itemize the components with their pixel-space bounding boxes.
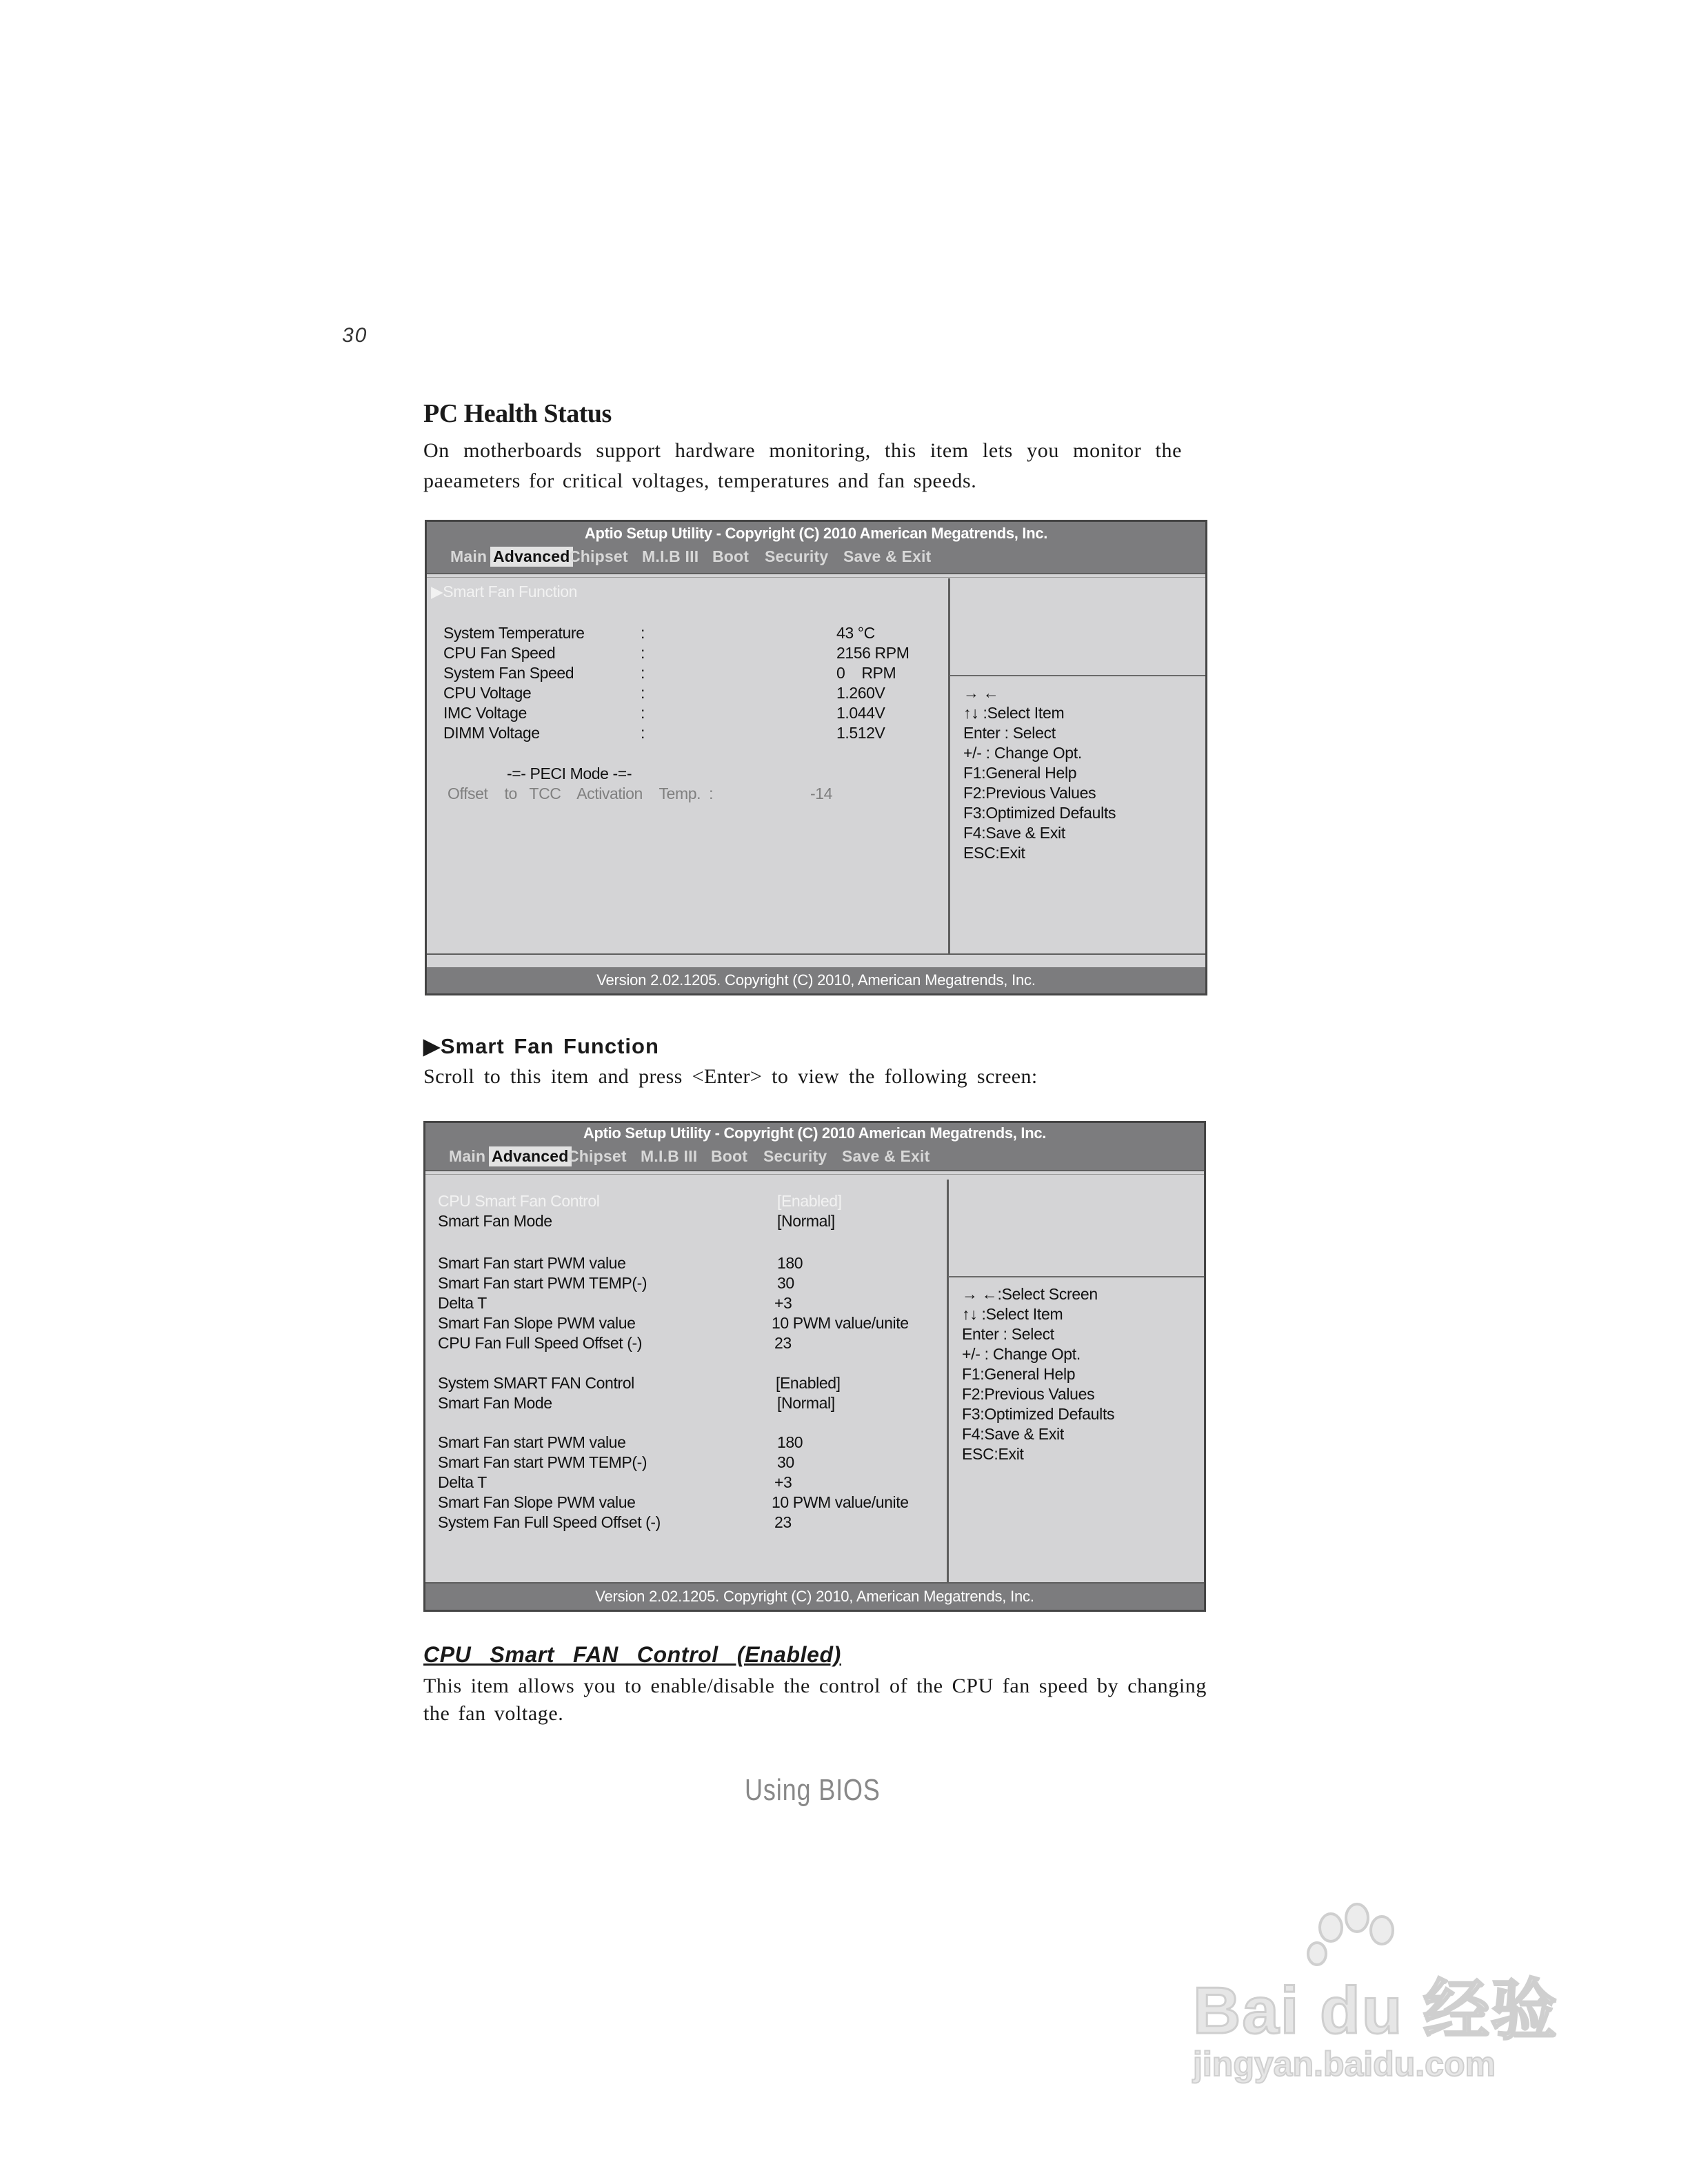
tab-advanced[interactable]: Advanced [490,547,573,567]
row-sep: : [641,664,645,682]
help-line: → ← [963,684,999,702]
cpu-text-line-2: the fan voltage. [423,1702,564,1725]
cpu-text-line-1: This item allows you to enable/disable the control of the CPU fan speed by changing [423,1675,1207,1697]
row-label: System Temperature [443,624,585,642]
bios-header [425,1123,1204,1170]
triangle-icon: ▶ [423,1034,441,1058]
setting-label[interactable]: Smart Fan Mode [438,1394,552,1412]
setting-value[interactable]: 10 PWM value/unite [772,1314,909,1332]
panel-divider [948,578,950,953]
setting-value[interactable]: 180 [777,1254,803,1272]
cpu-smart-fan-control[interactable]: CPU Smart Fan Control [438,1192,600,1210]
help-line: F2:Previous Values [962,1385,1095,1403]
setting-value[interactable]: 23 [774,1334,792,1352]
setting-label[interactable]: System SMART FAN Control [438,1374,634,1392]
header-rule-inner [425,1174,1204,1175]
row-value: 43 °C [836,624,875,642]
header-rule [425,1170,1204,1171]
peci-offset-value[interactable]: -14 [810,785,833,802]
tab-mib[interactable]: M.I.B III [642,547,699,565]
help-line: ESC:Exit [963,844,1025,862]
row-sep: : [641,624,645,642]
setting-label[interactable]: Delta T [438,1473,487,1491]
bios-footer: Version 2.02.1205. Copyright (C) 2010, American Megatrends, Inc. [425,1584,1204,1610]
cpu-smart-fan-paragraph [423,1672,1207,1728]
intro-paragraph [423,436,1182,496]
smart-fan-heading-text: Smart Fan Function [440,1034,659,1058]
setting-label[interactable]: Smart Fan start PWM TEMP(-) [438,1274,647,1292]
help-line: F1:General Help [962,1365,1076,1383]
bios-screen-smart-fan [423,1121,1206,1612]
help-line: ↑↓ :Select Item [963,704,1065,722]
help-line: F4:Save & Exit [963,824,1065,842]
page-footer: Using BIOS [745,1773,881,1807]
row-label: DIMM Voltage [443,724,540,742]
setting-label[interactable]: Delta T [438,1294,487,1312]
row-sep: : [641,724,645,742]
bios-title: Aptio Setup Utility - Copyright (C) 2010 American Megatrends, Inc. [583,1124,1047,1142]
setting-label[interactable]: Smart Fan start PWM TEMP(-) [438,1453,647,1471]
setting-label[interactable]: CPU Fan Full Speed Offset (-) [438,1334,643,1352]
tab-advanced[interactable]: Advanced [489,1146,572,1166]
page-number: 30 [342,324,368,347]
setting-value[interactable]: +3 [774,1473,792,1491]
row-label: CPU Voltage [443,684,532,702]
row-value: 2156 RPM [836,644,910,662]
setting-value[interactable]: 30 [777,1274,794,1292]
tab-security[interactable]: Security [765,547,829,565]
help-line: F3:Optimized Defaults [963,804,1116,822]
setting-value[interactable]: [Enabled] [776,1374,841,1392]
intro-line-1: On motherboards support hardware monitoring, this item lets you monitor the [423,439,1182,462]
bios-title: Aptio Setup Utility - Copyright (C) 2010 American Megatrends, Inc. [584,525,1048,542]
row-label: System Fan Speed [443,664,574,682]
setting-label[interactable]: Smart Fan Slope PWM value [438,1493,636,1511]
setting-label[interactable]: Smart Fan Mode [438,1212,552,1230]
peci-offset-label[interactable]: Offset to TCC Activation Temp. : [448,785,714,802]
setting-label[interactable]: Smart Fan start PWM value [438,1254,626,1272]
row-label: IMC Voltage [443,704,527,722]
intro-line-2: paeameters for critical voltages, temperatures and fan speeds. [423,469,977,492]
smart-fan-heading [423,1034,659,1059]
tab-save-exit[interactable]: Save & Exit [842,1147,930,1165]
bios-footer: Version 2.02.1205. Copyright (C) 2010, American Megatrends, Inc. [427,967,1205,993]
peci-header: -=- PECI Mode -=- [507,765,632,782]
setting-label[interactable]: Smart Fan start PWM value [438,1433,626,1451]
help-line: F1:General Help [963,764,1077,782]
tab-boot[interactable]: Boot [712,547,750,565]
submenu-smart-fan[interactable]: ▶Smart Fan Function [431,583,578,600]
row-value: 0 RPM [836,664,896,682]
tab-chipset[interactable]: Chipset [567,1147,627,1165]
setting-value[interactable]: 23 [774,1513,792,1531]
help-divider [950,675,1205,676]
help-line: ↑↓ :Select Item [962,1305,1063,1323]
help-line: Enter : Select [962,1325,1054,1343]
section-heading: PC Health Status [423,399,612,428]
smart-fan-text: Scroll to this item and press <Enter> to view the following screen: [423,1065,1038,1088]
help-divider [948,1276,1204,1277]
row-value: 1.260V [836,684,885,702]
help-line: → ←:Select Screen [962,1285,1098,1303]
row-sep: : [641,644,645,662]
tab-mib[interactable]: M.I.B III [641,1147,698,1165]
help-panel [963,683,1116,863]
setting-value[interactable]: 10 PWM value/unite [772,1493,909,1511]
header-rule-inner [427,577,1205,578]
help-line: F3:Optimized Defaults [962,1405,1115,1423]
help-panel [962,1284,1114,1464]
row-label: CPU Fan Speed [443,644,556,662]
tab-main[interactable]: Main [450,547,488,565]
tab-save-exit[interactable]: Save & Exit [843,547,932,565]
help-line: Enter : Select [963,724,1056,742]
watermark-brand: Bai du 经验 [1193,1974,1559,2048]
setting-label[interactable]: System Fan Full Speed Offset (-) [438,1513,661,1531]
tab-main[interactable]: Main [449,1147,486,1165]
tab-boot[interactable]: Boot [711,1147,748,1165]
help-line: +/- : Change Opt. [962,1345,1081,1363]
cpu-smart-fan-heading: CPU Smart FAN Control (Enabled) [423,1642,841,1667]
help-line: +/- : Change Opt. [963,744,1082,762]
setting-value[interactable]: [Normal] [777,1394,835,1412]
setting-value[interactable]: 30 [777,1453,794,1471]
row-value: 1.044V [836,704,885,722]
tab-chipset[interactable]: Chipset [569,547,628,565]
bios-screen-health [425,520,1207,995]
baidu-watermark [1186,1903,1586,2096]
setting-value[interactable]: 180 [777,1433,803,1451]
header-rule [427,573,1205,574]
setting-value[interactable]: +3 [774,1294,792,1312]
panel-divider [947,1180,949,1582]
setting-label[interactable]: Smart Fan Slope PWM value [438,1314,636,1332]
help-line: ESC:Exit [962,1445,1024,1463]
row-value: 1.512V [836,724,885,742]
submenu-label: Smart Fan Function [443,583,578,600]
help-line: F2:Previous Values [963,784,1096,802]
help-line: F4:Save & Exit [962,1425,1064,1443]
cpu-smart-fan-control-value[interactable]: [Enabled] [777,1192,842,1210]
row-sep: : [641,704,645,722]
setting-value[interactable]: [Normal] [777,1212,835,1230]
row-sep: : [641,684,645,702]
footer-rule [427,953,1205,955]
watermark-url: jingyan.baidu.com [1193,2045,1496,2083]
bios-header [427,522,1205,573]
tab-security[interactable]: Security [763,1147,827,1165]
